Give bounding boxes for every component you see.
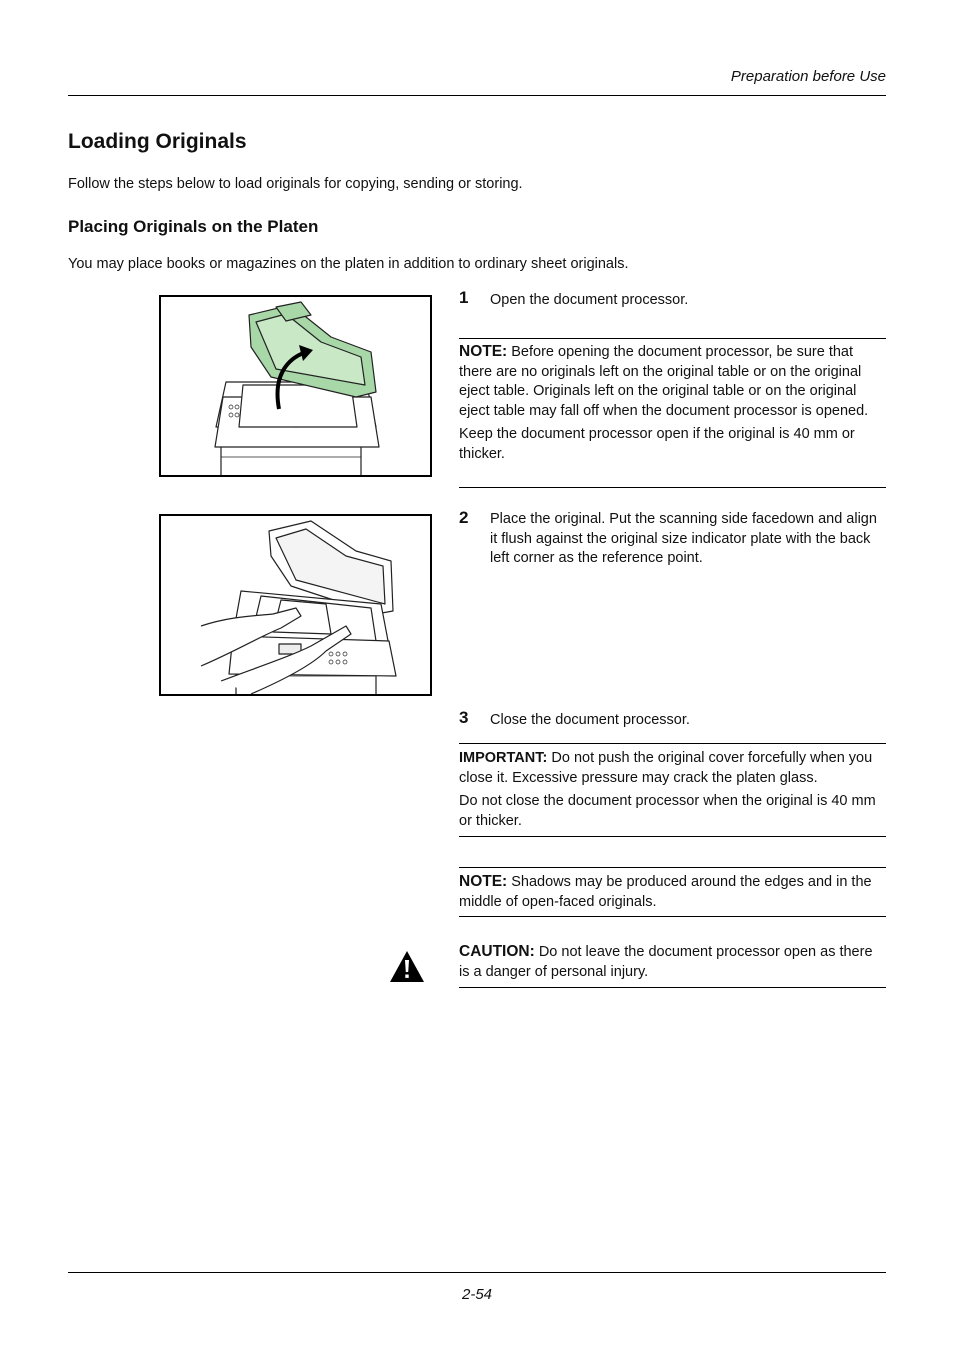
header-rule (68, 95, 886, 96)
note-2-top-rule (459, 867, 886, 868)
step-1-number: 1 (459, 288, 469, 307)
important-note (459, 749, 886, 831)
note-2 (459, 872, 886, 912)
mfp-open-illustration (161, 297, 430, 475)
important-label: IMPORTANT: (459, 750, 548, 766)
note-1-text-2: Keep the document processor open if the original is 40 mm or thicker. (459, 426, 855, 462)
page-title: Loading Originals (68, 130, 247, 153)
note-1-text: Before opening the document processor, be sure that there are no originals left on the original table or on the original eject table. Originals left on the original table or on the original eject table may fall off when the document processor is opened. (459, 344, 869, 419)
header-section-title: Preparation before Use (730, 68, 886, 85)
footer-rule (68, 1272, 886, 1273)
subsection-intro: You may place books or magazines on the platen in addition to ordinary sheet originals. (68, 256, 629, 272)
step-3 (459, 708, 886, 732)
step-2-number: 2 (459, 508, 469, 527)
warning-triangle-icon (389, 950, 425, 983)
step-3-text: Close the document processor. (490, 712, 690, 728)
note-1-top-rule (459, 338, 886, 339)
page-number: 2-54 (461, 1286, 493, 1303)
step-1-text: Open the document processor. (490, 292, 689, 308)
figure-place-original (159, 514, 432, 696)
step-3-number: 3 (459, 708, 469, 727)
mfp-place-original-illustration (161, 516, 430, 694)
note-1-bottom-rule (459, 487, 886, 488)
caution-label: CAUTION: (459, 943, 535, 960)
intro-text: Follow the steps below to load originals for copying, sending or storing. (68, 176, 523, 192)
subsection-title: Placing Originals on the Platen (68, 217, 319, 236)
step-1 (459, 288, 886, 312)
caution-text: Do not leave the document processor open as there is a danger of personal injury. (459, 944, 873, 980)
important-text: Do not push the original cover forcefully when you close it. Excessive pressure may crack the platen glass. (459, 750, 873, 786)
important-text-2: Do not close the document processor when the original is 40 mm or thicker. (459, 793, 876, 829)
important-top-rule (459, 743, 886, 744)
figure-open-document-processor (159, 295, 432, 477)
caution-note (459, 942, 886, 982)
note-1 (459, 342, 886, 464)
note-2-bottom-rule (459, 916, 886, 917)
note-2-label: NOTE: (459, 873, 508, 890)
step-2-text: Place the original. Put the scanning side facedown and align it flush against the original size indicator plate with the back left corner as the reference point. (490, 511, 877, 566)
note-2-text: Shadows may be produced around the edges and in the middle of open-faced originals. (459, 874, 872, 910)
caution-bottom-rule (459, 987, 886, 988)
step-2 (459, 508, 886, 570)
important-bottom-rule (459, 836, 886, 837)
note-1-label: NOTE: (459, 343, 508, 360)
